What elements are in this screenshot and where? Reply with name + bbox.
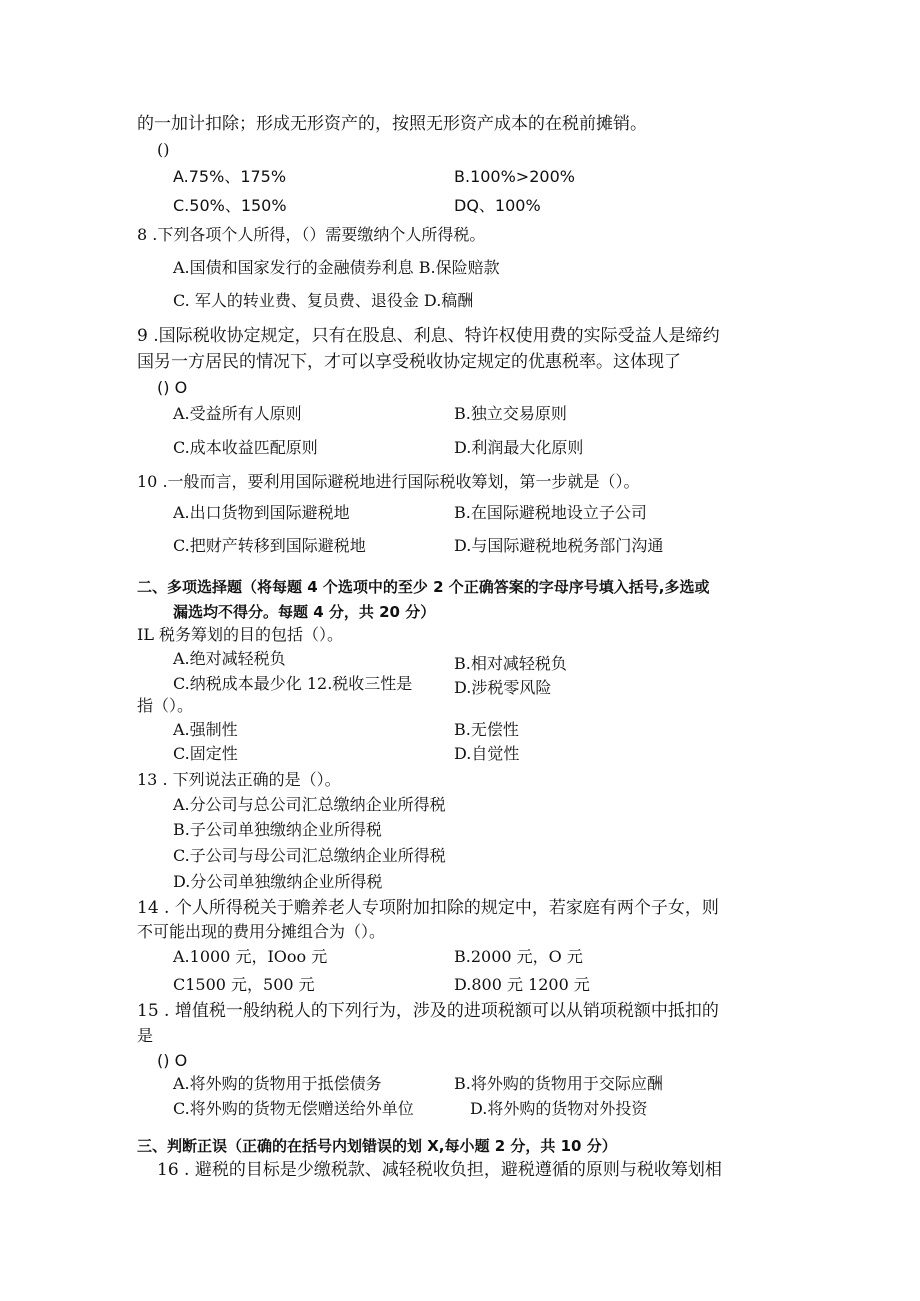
- q9-option-a: A.受益所有人原则: [173, 404, 302, 423]
- intro-blank: (): [157, 140, 170, 159]
- q12-option-b: B.无偿性: [454, 720, 519, 739]
- q13-option-c: C.子公司与母公司汇总缴纳企业所得税: [173, 846, 446, 865]
- q9-option-d: D.利润最大化原则: [454, 438, 584, 457]
- section2-heading-line2: 漏选均不得分。每题 4 分，共 20 分）: [173, 603, 436, 621]
- q14-stem-line2: 不可能出现的费用分摊组合为（）。: [137, 922, 386, 941]
- q14-option-d: D.800 元 1200 元: [454, 975, 590, 994]
- q13-option-a: A.分公司与总公司汇总缴纳企业所得税: [173, 795, 446, 814]
- q13-option-d: D.分公司单独缴纳企业所得税: [173, 872, 383, 891]
- q10-stem: 10 .一般而言，要利用国际避税地进行国际税收筹划，第一步就是（）。: [137, 472, 640, 491]
- q10-option-d: D.与国际避税地税务部门沟通: [454, 536, 664, 555]
- q8-options-line2: C. 军人的转业费、复员费、退役金 D.稿酬: [173, 291, 474, 310]
- section2-heading-line1: 二、多项选择题（将每题 4 个选项中的至少 2 个正确答案的字母序号填入括号,多选或: [137, 578, 710, 596]
- q12-option-d: D.自觉性: [454, 744, 520, 763]
- q12-stem-tail: 指（）。: [137, 696, 194, 715]
- q8-options-line1: A.国债和国家发行的金融债券利息 B.保险赔款: [173, 258, 500, 277]
- q15-option-d: D.将外购的货物对外投资: [470, 1099, 648, 1118]
- q9-stem-line1: 9 .国际税收协定规定，只有在股息、利息、特许权使用费的实际受益人是缔约: [137, 326, 720, 346]
- q9-option-c: C.成本收益匹配原则: [173, 438, 318, 457]
- q11-stem: IL 税务筹划的目的包括（）。: [137, 625, 344, 644]
- intro-option-a: A.75%、175%: [173, 167, 287, 186]
- q14-option-c: C1500 元，500 元: [173, 975, 315, 994]
- q13-option-b: B.子公司单独缴纳企业所得税: [173, 820, 382, 839]
- q15-stem-line1: 15 . 增值税一般纳税人的下列行为，涉及的进项税额可以从销项税额中抵扣的: [137, 1001, 719, 1021]
- q9-blank: () O: [157, 378, 188, 397]
- q10-option-a: A.出口货物到国际避税地: [173, 503, 350, 522]
- q13-stem: 13 . 下列说法正确的是（）。: [137, 770, 341, 789]
- q9-stem-line2: 国另一方居民的情况下，才可以享受税收协定规定的优惠税率。这体现了: [137, 352, 681, 372]
- q12-option-c: C.固定性: [173, 744, 238, 763]
- q16-stem: 16 . 避税的目标是少缴税款、减轻税收负担，避税遵循的原则与税收筹划相: [157, 1160, 722, 1180]
- q14-stem-line1: 14 . 个人所得税关于赡养老人专项附加扣除的规定中，若家庭有两个子女，则: [137, 898, 719, 918]
- q15-option-a: A.将外购的货物用于抵偿债务: [173, 1074, 382, 1093]
- q10-option-b: B.在国际避税地设立子公司: [454, 503, 647, 522]
- q15-stem-line2: 是: [137, 1026, 154, 1045]
- q15-blank: () O: [157, 1051, 188, 1070]
- section3-heading: 三、判断正误（正确的在括号内划错误的划 X,每小题 2 分，共 10 分）: [137, 1137, 617, 1155]
- q8-stem: 8 .下列各项个人所得，（）需要缴纳个人所得税。: [137, 225, 486, 244]
- q14-option-b: B.2000 元，O 元: [454, 947, 583, 966]
- q15-option-b: B.将外购的货物用于交际应酬: [454, 1074, 663, 1093]
- intro-option-c: C.50%、150%: [173, 196, 287, 215]
- q15-option-c: C.将外购的货物无偿赠送给外单位: [173, 1099, 414, 1118]
- intro-option-b: B.100%>200%: [454, 167, 575, 186]
- q12-option-a: A.强制性: [173, 720, 238, 739]
- q11-option-c-with-q12: C.纳税成本最少化 12.税收三性是: [173, 674, 413, 693]
- q14-option-a: A.1000 元，IOoo 元: [173, 947, 328, 966]
- q10-option-c: C.把财产转移到国际避税地: [173, 536, 366, 555]
- q11-option-b: B.相对减轻税负: [454, 654, 567, 673]
- q11-option-a: A.绝对减轻税负: [173, 649, 286, 668]
- intro-text: 的一加计扣除；形成无形资产的，按照无形资产成本的在税前摊销。: [137, 114, 647, 134]
- intro-option-d: DQ、100%: [454, 196, 541, 215]
- q9-option-b: B.独立交易原则: [454, 404, 567, 423]
- q11-option-d: D.涉税零风险: [454, 678, 552, 697]
